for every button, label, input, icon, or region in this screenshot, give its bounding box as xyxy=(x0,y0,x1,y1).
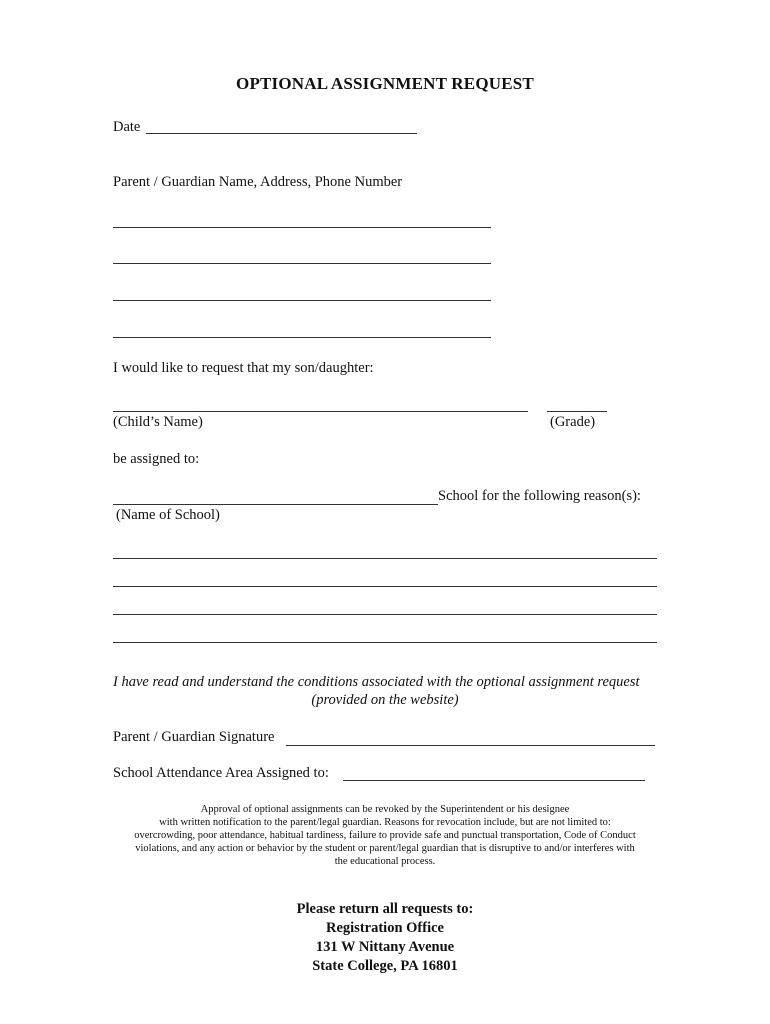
child-name-label: (Child’s Name) xyxy=(113,414,203,430)
fine-print-line-4: violations, and any action or behavior by the student or parent/legal guardian that is disruptive to and/or interferes with xyxy=(135,843,635,854)
reason-line-2[interactable] xyxy=(113,586,657,587)
return-office: Registration Office xyxy=(326,920,444,936)
fine-print-line-5: the educational process. xyxy=(334,856,436,867)
date-label: Date xyxy=(113,119,141,135)
assigned-to-label: be assigned to: xyxy=(113,451,200,467)
return-heading: Please return all requests to: xyxy=(296,901,474,917)
reason-label: School for the following reason(s): xyxy=(438,488,641,504)
grade-label: (Grade) xyxy=(550,414,596,430)
fine-print-line-3: overcrowding, poor attendance, habitual tardiness, failure to provide safe and punctual transportation, Code of Conduct xyxy=(134,830,636,841)
return-city: State College, PA 16801 xyxy=(312,958,458,974)
attendance-field[interactable] xyxy=(343,780,645,781)
form-title: OPTIONAL ASSIGNMENT REQUEST xyxy=(236,74,534,93)
reason-line-1[interactable] xyxy=(113,558,657,559)
request-label: I would like to request that my son/daughter: xyxy=(113,360,374,376)
fine-print-line-2: with written notification to the parent/legal guardian. Reasons for revocation include, but are not limited to: xyxy=(159,817,611,828)
parent-info-line-3[interactable] xyxy=(113,300,491,301)
parent-info-line-4[interactable] xyxy=(113,337,491,338)
signature-field[interactable] xyxy=(286,745,655,746)
grade-field[interactable] xyxy=(547,411,607,412)
child-name-field[interactable] xyxy=(113,411,528,412)
acknowledgement-line-1: I have read and understand the conditions associated with the optional assignment request xyxy=(113,674,640,690)
parent-info-line-2[interactable] xyxy=(113,263,491,264)
date-field[interactable] xyxy=(146,133,417,134)
fine-print-line-1: Approval of optional assignments can be revoked by the Superintendent or his designee xyxy=(200,804,570,815)
reason-line-4[interactable] xyxy=(113,642,657,643)
return-street: 131 W Nittany Avenue xyxy=(315,939,455,955)
school-name-field[interactable] xyxy=(113,504,438,505)
parent-info-label: Parent / Guardian Name, Address, Phone Number xyxy=(113,174,403,190)
reason-line-3[interactable] xyxy=(113,614,657,615)
signature-label: Parent / Guardian Signature xyxy=(113,729,275,745)
school-name-label: (Name of School) xyxy=(116,507,220,523)
acknowledgement-line-2: (provided on the website) xyxy=(311,692,459,708)
attendance-label: School Attendance Area Assigned to: xyxy=(113,765,329,781)
parent-info-line-1[interactable] xyxy=(113,227,491,228)
